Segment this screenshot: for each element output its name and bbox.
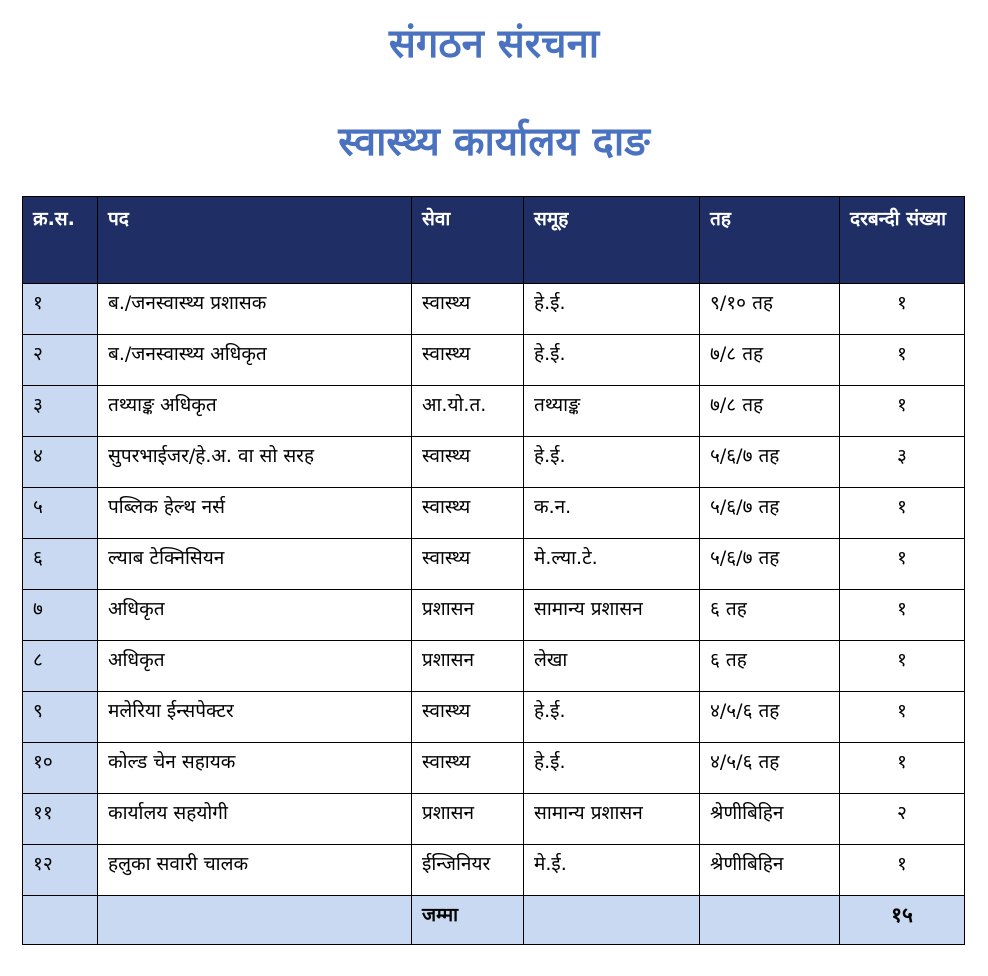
table-row <box>23 284 965 335</box>
row-post: कोल्ड चेन सहायक <box>98 743 412 794</box>
row-group: मे.ई. <box>524 845 700 896</box>
row-post: तथ्याङ्क अधिकृत <box>98 386 412 437</box>
row-count: १ <box>840 845 965 896</box>
row-group: लेखा <box>524 641 700 692</box>
row-group: तथ्याङ्क <box>524 386 700 437</box>
row-group: हे.ई. <box>524 692 700 743</box>
row-service: स्वास्थ्य <box>412 335 524 386</box>
header-group: समूह <box>524 197 700 284</box>
row-sn: २ <box>23 335 98 386</box>
row-level: ६ तह <box>700 590 840 641</box>
row-sn: ७ <box>23 590 98 641</box>
row-level: ७/८ तह <box>700 335 840 386</box>
table-row <box>23 794 965 845</box>
row-post: अधिकृत <box>98 590 412 641</box>
table-row <box>23 641 965 692</box>
row-service: ईन्जिनियर <box>412 845 524 896</box>
row-group: सामान्य प्रशासन <box>524 590 700 641</box>
table-header-row <box>23 197 965 284</box>
row-count: १ <box>840 692 965 743</box>
row-count: १ <box>840 590 965 641</box>
header-sn: क्र.स. <box>23 197 98 284</box>
table-row <box>23 335 965 386</box>
row-level: ७/८ तह <box>700 386 840 437</box>
row-service: स्वास्थ्य <box>412 284 524 335</box>
row-level: ९/१० तह <box>700 284 840 335</box>
row-service: स्वास्थ्य <box>412 488 524 539</box>
row-service: स्वास्थ्य <box>412 743 524 794</box>
row-service: स्वास्थ्य <box>412 437 524 488</box>
footer-empty-sn <box>23 896 98 945</box>
row-level: श्रेणीबिहिन <box>700 845 840 896</box>
row-sn: ८ <box>23 641 98 692</box>
table-row <box>23 743 965 794</box>
footer-empty-group <box>524 896 700 945</box>
row-group: हे.ई. <box>524 335 700 386</box>
row-group: हे.ई. <box>524 284 700 335</box>
row-sn: १२ <box>23 845 98 896</box>
row-level: ५/६/७ तह <box>700 488 840 539</box>
row-level: ४/५/६ तह <box>700 692 840 743</box>
page-title: संगठन संरचना <box>388 21 600 67</box>
table-row <box>23 845 965 896</box>
table-row <box>23 386 965 437</box>
row-post: हलुका सवारी चालक <box>98 845 412 896</box>
table-footer-row <box>23 896 965 945</box>
row-group: मे.ल्या.टे. <box>524 539 700 590</box>
row-sn: ९ <box>23 692 98 743</box>
row-sn: ५ <box>23 488 98 539</box>
footer-empty-post <box>98 896 412 945</box>
row-post: ल्याब टेक्निसियन <box>98 539 412 590</box>
row-sn: ४ <box>23 437 98 488</box>
row-service: प्रशासन <box>412 641 524 692</box>
row-level: ४/५/६ तह <box>700 743 840 794</box>
header-count: दरबन्दी संख्या <box>840 197 965 284</box>
header-post: पद <box>98 197 412 284</box>
row-count: १ <box>840 335 965 386</box>
row-sn: ६ <box>23 539 98 590</box>
row-post: पब्लिक हेल्थ नर्स <box>98 488 412 539</box>
footer-empty-level <box>700 896 840 945</box>
row-sn: ११ <box>23 794 98 845</box>
table-row <box>23 437 965 488</box>
row-group: सामान्य प्रशासन <box>524 794 700 845</box>
row-level: ६ तह <box>700 641 840 692</box>
footer-total-value: १५ <box>840 896 965 945</box>
row-count: २ <box>840 794 965 845</box>
table-row <box>23 539 965 590</box>
table-row <box>23 590 965 641</box>
row-group: क.न. <box>524 488 700 539</box>
row-count: १ <box>840 488 965 539</box>
row-group: हे.ई. <box>524 743 700 794</box>
row-post: सुपरभाईजर/हे.अ. वा सो सरह <box>98 437 412 488</box>
row-service: आ.यो.त. <box>412 386 524 437</box>
row-service: प्रशासन <box>412 590 524 641</box>
row-post: ब./जनस्वास्थ्य अधिकृत <box>98 335 412 386</box>
row-service: स्वास्थ्य <box>412 539 524 590</box>
table-row <box>23 488 965 539</box>
row-sn: १० <box>23 743 98 794</box>
row-post: कार्यालय सहयोगी <box>98 794 412 845</box>
organization-structure-table <box>22 196 965 945</box>
row-level: श्रेणीबिहिन <box>700 794 840 845</box>
row-level: ५/६/७ तह <box>700 437 840 488</box>
header-service: सेवा <box>412 197 524 284</box>
row-sn: ३ <box>23 386 98 437</box>
footer-total-label: जम्मा <box>412 896 524 945</box>
row-count: १ <box>840 743 965 794</box>
row-post: ब./जनस्वास्थ्य प्रशासक <box>98 284 412 335</box>
row-sn: १ <box>23 284 98 335</box>
table-row <box>23 692 965 743</box>
row-post: मलेरिया ईन्सपेक्टर <box>98 692 412 743</box>
row-service: स्वास्थ्य <box>412 692 524 743</box>
row-level: ५/६/७ तह <box>700 539 840 590</box>
row-post: अधिकृत <box>98 641 412 692</box>
row-count: ३ <box>840 437 965 488</box>
row-count: १ <box>840 284 965 335</box>
row-count: १ <box>840 641 965 692</box>
page-subtitle: स्वास्थ्य कार्यालय दाङ <box>338 119 650 165</box>
row-group: हे.ई. <box>524 437 700 488</box>
row-count: १ <box>840 386 965 437</box>
header-level: तह <box>700 197 840 284</box>
row-count: १ <box>840 539 965 590</box>
row-service: प्रशासन <box>412 794 524 845</box>
